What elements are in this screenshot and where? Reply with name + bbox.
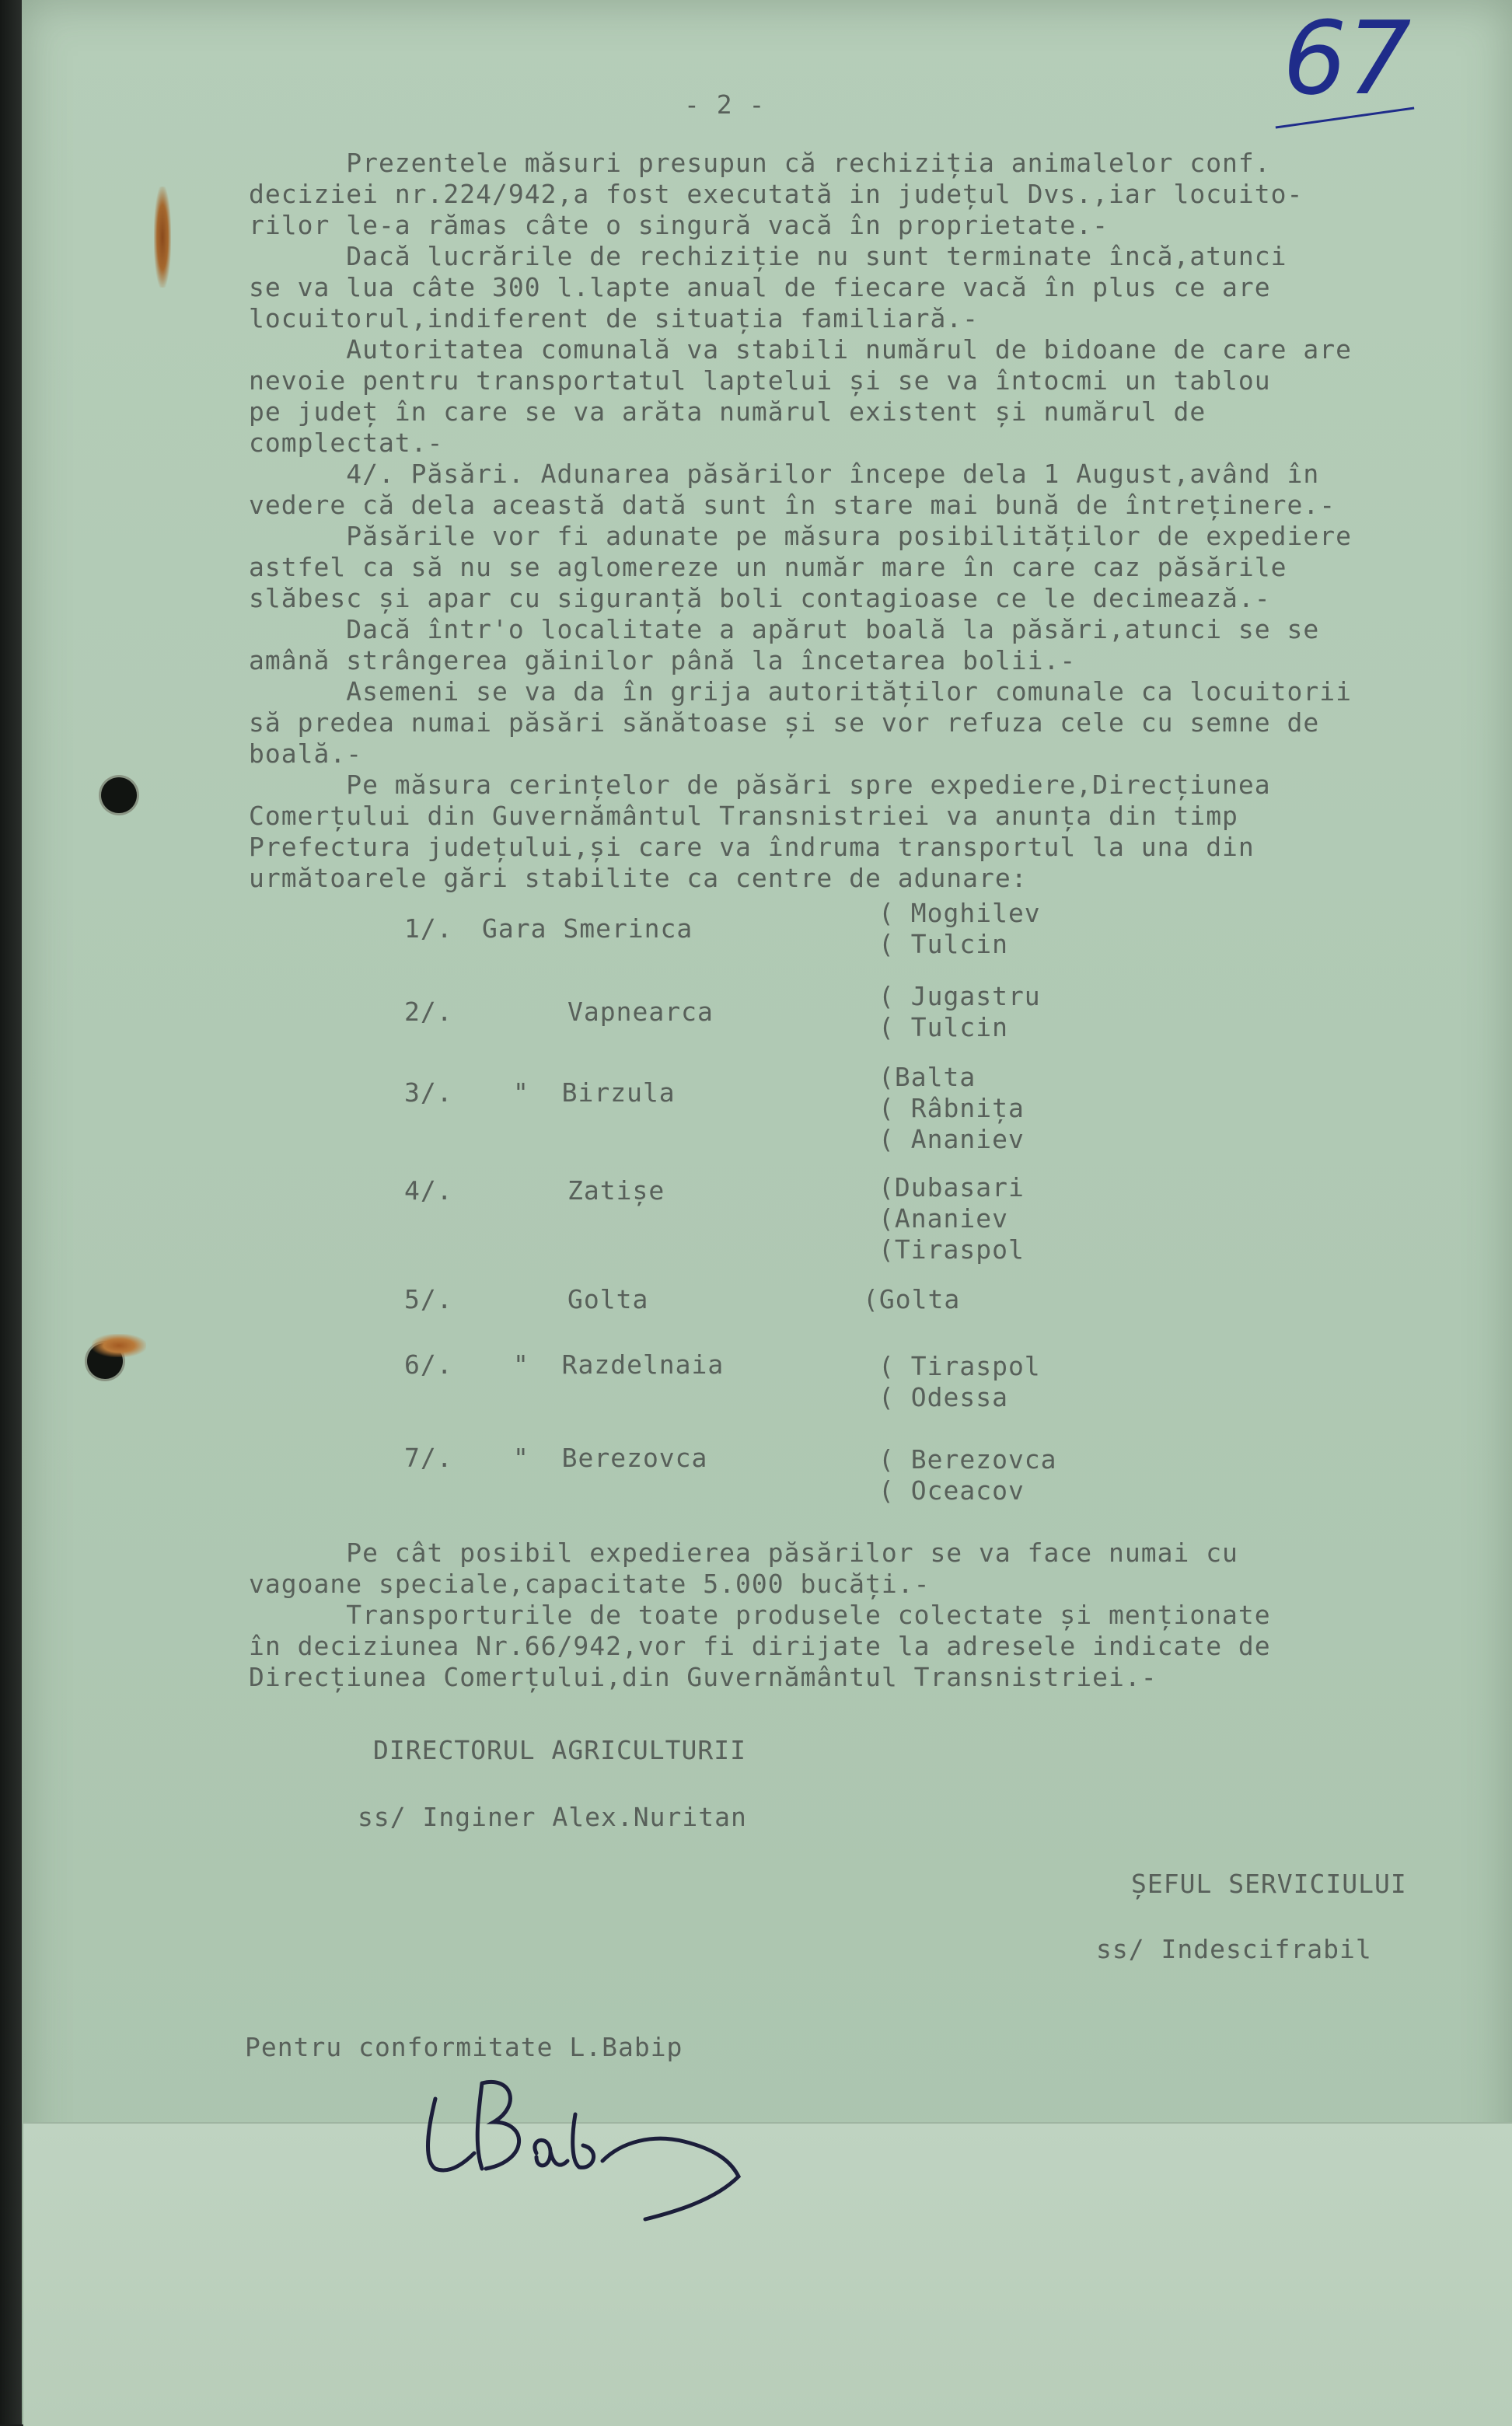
conformity-line: Pentru conformitate L.Babip: [245, 2032, 683, 2062]
handwritten-signature: [420, 2068, 762, 2223]
station-name: Gara Smerinca: [482, 913, 693, 944]
text-line: să predea numai păsări sănătoase și se vor refuza cele cu semne de: [249, 707, 1320, 738]
text-line: Dacă lucrările de rechiziție nu sunt terminate încă,atunci: [249, 241, 1287, 271]
station-destination: (Golta: [863, 1284, 961, 1314]
text-line: Direcțiunea Comerțului,din Guvernământul Transnistriei.-: [249, 1662, 1158, 1692]
text-line: slăbesc și apar cu siguranță boli contagioase ce le decimează.-: [249, 583, 1271, 613]
station-destination: ( Tulcin: [878, 929, 1008, 959]
station-number: 4/.: [404, 1175, 453, 1206]
station-destination: ( Ananiev: [878, 1124, 1025, 1154]
station-name: " Berezovca: [513, 1443, 708, 1473]
closing-text: [249, 1538, 1508, 1693]
text-line: pe județ în care se va arăta numărul existent și numărul de: [249, 396, 1206, 427]
text-line: Comerțului din Guvernământul Transnistriei va anunța din timp: [249, 801, 1238, 831]
station-destination: ( Tulcin: [878, 1012, 1008, 1042]
station-number: 2/.: [404, 997, 453, 1027]
station-destination: (Tiraspol: [878, 1234, 1025, 1265]
rust-stain-bottom: [92, 1334, 146, 1357]
station-destination: (Balta: [878, 1062, 976, 1092]
text-line: Autoritatea comunală va stabili numărul de bidoane de care are: [249, 334, 1353, 365]
text-line: vedere că dela această dată sunt în stare mai bună de întreținere.-: [249, 490, 1336, 520]
paper-fold: [23, 2122, 1512, 2426]
station-name: Vapnearca: [567, 997, 714, 1027]
text-line: Pe cât posibil expedierea păsărilor se va face numai cu: [249, 1538, 1238, 1568]
station-destination: ( Tiraspol: [878, 1351, 1041, 1381]
station-number: 1/.: [404, 913, 453, 944]
station-name: " Birzula: [513, 1077, 676, 1108]
station-destination: ( Berezovca: [878, 1444, 1057, 1475]
station-destination: (Ananiev: [878, 1203, 1008, 1234]
text-line: amână strângerea găinilor până la încetarea bolii.-: [249, 645, 1077, 675]
text-line: Asemeni se va da în grija autorităților comunale ca locuitorii: [249, 676, 1353, 707]
text-line: nevoie pentru transportatul laptelui și se va întocmi un tablou: [249, 365, 1271, 396]
rust-stain: [154, 187, 171, 288]
text-line: vagoane speciale,capacitate 5.000 bucăți.-: [249, 1569, 931, 1599]
text-line: se va lua câte 300 l.lapte anual de fiecare vacă în plus ce are: [249, 272, 1271, 302]
station-name: " Razdelnaia: [513, 1349, 725, 1380]
text-line: rilor le-a rămas câte o singură vacă în proprietate.-: [249, 210, 1109, 240]
text-line: locuitorul,indiferent de situația familiară.-: [249, 303, 979, 333]
chief-name: ss/ Indescifrabil: [1096, 1934, 1372, 1964]
station-name: Golta: [567, 1284, 649, 1314]
page-number: - 2 -: [684, 89, 766, 120]
text-line: Prezentele măsuri presupun că rechiziția animalelor conf.: [249, 148, 1271, 178]
chief-title: ȘEFUL SERVICIULUI: [1131, 1869, 1407, 1899]
text-line: deciziei nr.224/942,a fost executată in județul Dvs.,iar locuito-: [249, 179, 1304, 209]
station-number: 6/.: [404, 1349, 453, 1380]
director-name: ss/ Inginer Alex.Nuritan: [358, 1802, 747, 1832]
text-line: boală.-: [249, 738, 363, 769]
station-number: 3/.: [404, 1077, 453, 1108]
text-line: Păsările vor fi adunate pe măsura posibilităților de expediere: [249, 521, 1353, 551]
station-destination: ( Râbnița: [878, 1093, 1025, 1123]
scan-left-edge: [0, 0, 22, 2424]
folio-number: 67: [1283, 0, 1412, 117]
text-line: complectat.-: [249, 428, 444, 458]
text-line: 4/. Păsări. Adunarea păsărilor începe dela 1 August,având în: [249, 459, 1320, 489]
text-line: în deciziunea Nr.66/942,vor fi dirijate la adresele indicate de: [249, 1631, 1271, 1661]
body-text: [249, 148, 1508, 894]
station-name: Zatișe: [567, 1175, 665, 1206]
station-destination: ( Moghilev: [878, 898, 1041, 928]
station-destination: ( Oceacov: [878, 1475, 1025, 1506]
station-destination: (Dubasari: [878, 1172, 1025, 1203]
text-line: Prefectura județului,și care va îndruma transportul la una din: [249, 832, 1255, 862]
station-number: 5/.: [404, 1284, 453, 1314]
station-number: 7/.: [404, 1443, 453, 1473]
punch-hole-top: [101, 777, 137, 813]
station-destination: ( Jugastru: [878, 981, 1041, 1011]
text-line: următoarele gări stabilite ca centre de adunare:: [249, 863, 1028, 893]
director-title: DIRECTORUL AGRICULTURII: [373, 1735, 746, 1765]
station-destination: ( Odessa: [878, 1382, 1008, 1412]
text-line: astfel ca să nu se aglomereze un număr mare în care caz păsările: [249, 552, 1287, 582]
text-line: Transporturile de toate produsele colectate și menționate: [249, 1600, 1271, 1630]
text-line: Pe măsura cerințelor de păsări spre expediere,Direcțiunea: [249, 770, 1271, 800]
text-line: Dacă într'o localitate a apărut boală la păsări,atunci se se: [249, 614, 1320, 644]
